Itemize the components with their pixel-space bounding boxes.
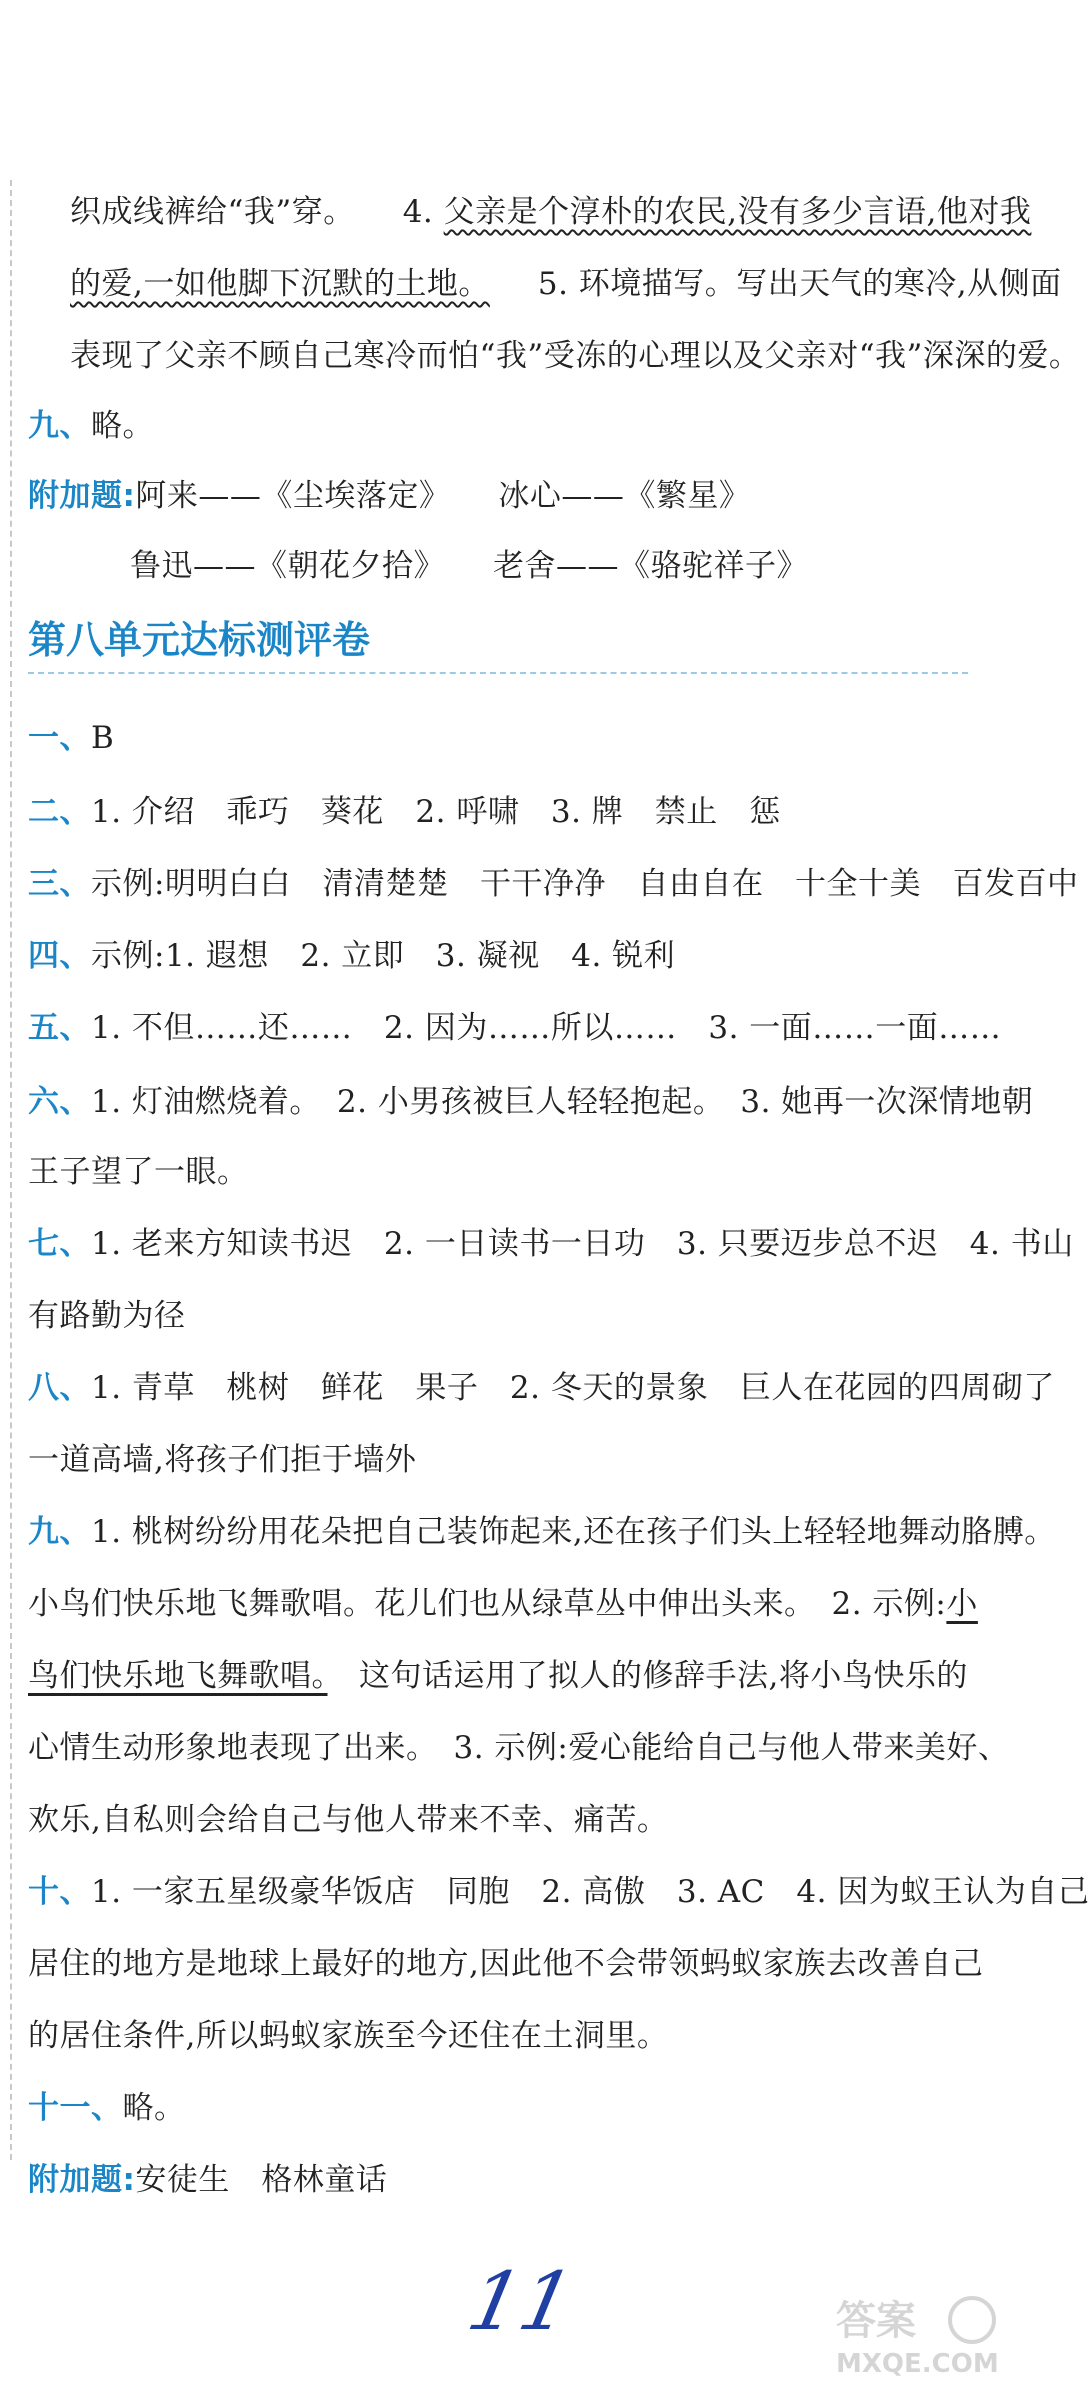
question-number: 十、 — [28, 1874, 91, 1910]
question-number: 十一、 — [28, 2090, 123, 2126]
binding-dashed-line — [10, 180, 12, 2160]
question-number: 四、 — [28, 938, 91, 974]
extra-question-label: 附加题: — [28, 2162, 136, 2198]
answer-1: 一、B — [28, 720, 115, 756]
question-number: 二、 — [28, 794, 91, 830]
answer-8-cont: 一道高墙,将孩子们拒于墙外 — [28, 1442, 417, 1478]
question-number: 一、 — [28, 720, 91, 756]
extra-question-answer: 附加题:阿来——《尘埃落定》 冰心——《繁星》 — [28, 478, 751, 514]
answer-8: 八、1. 青草 桃树 鲜花 果子 2. 冬天的景象 巨人在花园的四周砌了 — [28, 1370, 1055, 1406]
answer-10: 十、1. 一家五星级豪华饭店 同胞 2. 高傲 3. AC 4. 因为蚁王认为自己 — [28, 1874, 1089, 1910]
wavy-underlined-text: 父亲是个淳朴的农民,没有多少言语,他对我 — [443, 194, 1032, 230]
answer-6-cont: 王子望了一眼。 — [28, 1154, 249, 1190]
extra-question-answer: 附加题:安徒生 格林童话 — [28, 2162, 388, 2198]
underlined-text: 鸟们快乐地飞舞歌唱。 — [28, 1658, 328, 1694]
handwritten-page-number: 11 — [460, 2255, 582, 2348]
extra-question-answer-cont: 鲁迅——《朝花夕拾》 老舍——《骆驼祥子》 — [130, 548, 808, 584]
question-number: 九、 — [28, 408, 91, 444]
question-number: 五、 — [28, 1010, 91, 1046]
answer-5: 五、1. 不但……还…… 2. 因为……所以…… 3. 一面……一面…… — [28, 1010, 1002, 1046]
underlined-text: 小 — [946, 1586, 978, 1622]
answer-2: 二、1. 介绍 乖巧 葵花 2. 呼啸 3. 牌 禁止 惩 — [28, 794, 781, 830]
answer-10-cont: 居住的地方是地球上最好的地方,因此他不会带领蚂蚁家族去改善自己 — [28, 1946, 984, 1982]
wavy-underlined-text: 的爱,一如他脚下沉默的土地。 — [70, 266, 490, 302]
answer-9-cont: 心情生动形象地表现了出来。 3. 示例:爱心能给自己与他人带来美好、 — [28, 1730, 1010, 1766]
answer-3: 三、示例:明明白白 清清楚楚 干干净净 自由自在 十全十美 百发百中 — [28, 866, 1079, 902]
answer-10-cont: 的居住条件,所以蚂蚁家族至今还住在土洞里。 — [28, 2018, 669, 2054]
answer-7-cont: 有路勤为径 — [28, 1298, 186, 1334]
answer-line: 表现了父亲不顾自己寒冷而怕“我”受冻的心理以及父亲对“我”深深的爱。 — [70, 338, 1081, 374]
answer-line: 织成线裤给“我”穿。 4. 父亲是个淳朴的农民,没有多少言语,他对我 — [70, 194, 1032, 230]
answer-9-cont: 小鸟们快乐地飞舞歌唱。花儿们也从绿草丛中伸出头来。 2. 示例:小 — [28, 1586, 978, 1622]
extra-question-label: 附加题: — [28, 478, 136, 514]
answer-9-cont: 鸟们快乐地飞舞歌唱。 这句话运用了拟人的修辞手法,将小鸟快乐的 — [28, 1658, 968, 1694]
watermark-glyph: 答案 — [836, 2298, 916, 2344]
answer-6: 六、1. 灯油燃烧着。 2. 小男孩被巨人轻轻抱起。 3. 她再一次深情地朝 — [28, 1084, 1034, 1120]
answer-7: 七、1. 老来方知读书迟 2. 一日读书一日功 3. 只要迈步总不迟 4. 书山 — [28, 1226, 1074, 1262]
question-number: 三、 — [28, 866, 91, 902]
question-number: 九、 — [28, 1514, 91, 1550]
question-number: 七、 — [28, 1226, 91, 1262]
answer-9: 九、1. 桃树纷纷用花朵把自己装饰起来,还在孩子们头上轻轻地舞动胳膊。 — [28, 1514, 1056, 1550]
watermark-circle — [950, 2298, 994, 2342]
answer-4: 四、示例:1. 遐想 2. 立即 3. 凝视 4. 锐利 — [28, 938, 676, 974]
question-number: 六、 — [28, 1084, 91, 1120]
section-title: 第八单元达标测评卷 — [28, 612, 968, 668]
answer-line: 的爱,一如他脚下沉默的土地。 5. 环境描写。写出天气的寒冷,从侧面 — [70, 266, 1062, 302]
answer-9-cont: 欢乐,自私则会给自己与他人带来不幸、痛苦。 — [28, 1802, 669, 1838]
watermark-logo — [830, 2290, 1000, 2387]
question-number: 八、 — [28, 1370, 91, 1406]
question-9-answer: 九、略。 — [28, 408, 154, 444]
watermark-text: MXQE.COM — [836, 2349, 999, 2379]
answer-11: 十一、略。 — [28, 2090, 186, 2126]
